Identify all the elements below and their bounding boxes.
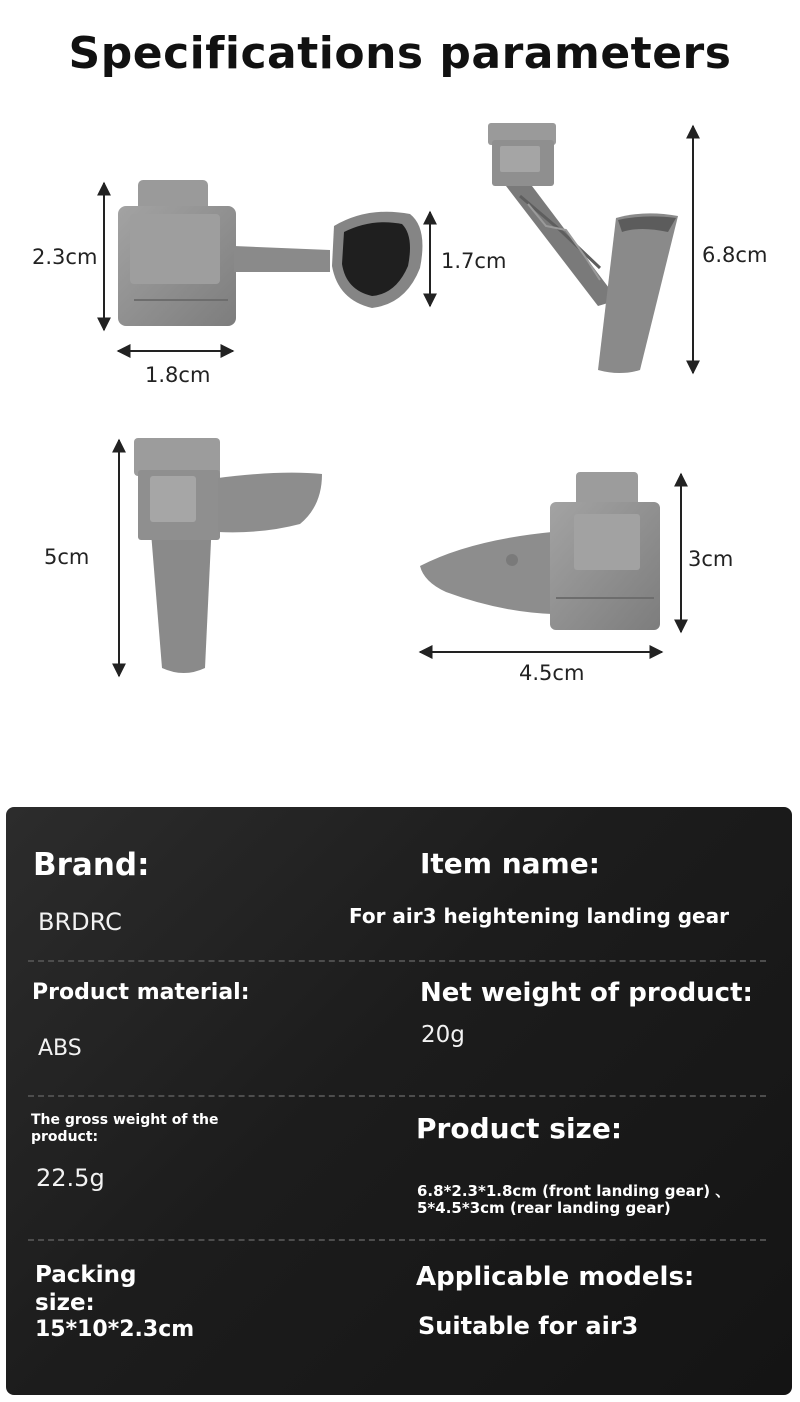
dimension-label: 2.3cm: [32, 245, 98, 269]
rear-gear-side-view: [134, 438, 322, 673]
dimension-label: 4.5cm: [519, 661, 585, 685]
product-size-line: 5*4.5*3cm (rear landing gear): [417, 1199, 671, 1217]
separator: [28, 1239, 766, 1241]
specs-panel: [6, 807, 792, 1395]
material-value: ABS: [38, 1036, 82, 1061]
item-name-value: For air3 heightening landing gear: [349, 904, 729, 928]
product-size-label: Product size:: [416, 1112, 623, 1145]
separator: [28, 1095, 766, 1097]
brand-value: BRDRC: [38, 908, 122, 936]
dimension-label: 5cm: [44, 545, 90, 569]
packing-label: Packing: [35, 1262, 137, 1288]
front-gear-top-view: [118, 180, 422, 326]
models-label: Applicable models:: [416, 1262, 695, 1292]
material-label: Product material:: [32, 980, 250, 1005]
dimension-label: 1.7cm: [441, 249, 507, 273]
gross-weight-label: The gross weight of the: [31, 1112, 219, 1128]
packing-label: size:: [35, 1290, 95, 1316]
dimension-label: 6.8cm: [702, 243, 768, 267]
item-name-label: Item name:: [420, 847, 600, 880]
gross-weight-value: 22.5g: [36, 1164, 105, 1192]
brand-label: Brand:: [33, 847, 150, 883]
dimension-label: 3cm: [688, 547, 734, 571]
separator: [28, 960, 766, 962]
net-weight-value: 20g: [421, 1022, 465, 1048]
page-title: Specifications parameters: [68, 28, 732, 79]
product-size-line: 6.8*2.3*1.8cm (front landing gear) 、: [417, 1182, 731, 1200]
net-weight-label: Net weight of product:: [420, 978, 753, 1008]
rear-gear-top-view: [420, 472, 660, 630]
front-gear-side-view: [488, 123, 678, 373]
dimension-label: 1.8cm: [145, 363, 211, 387]
gross-weight-label: product:: [31, 1129, 99, 1145]
models-value: Suitable for air3: [418, 1312, 639, 1340]
packing-value: 15*10*2.3cm: [35, 1317, 195, 1342]
